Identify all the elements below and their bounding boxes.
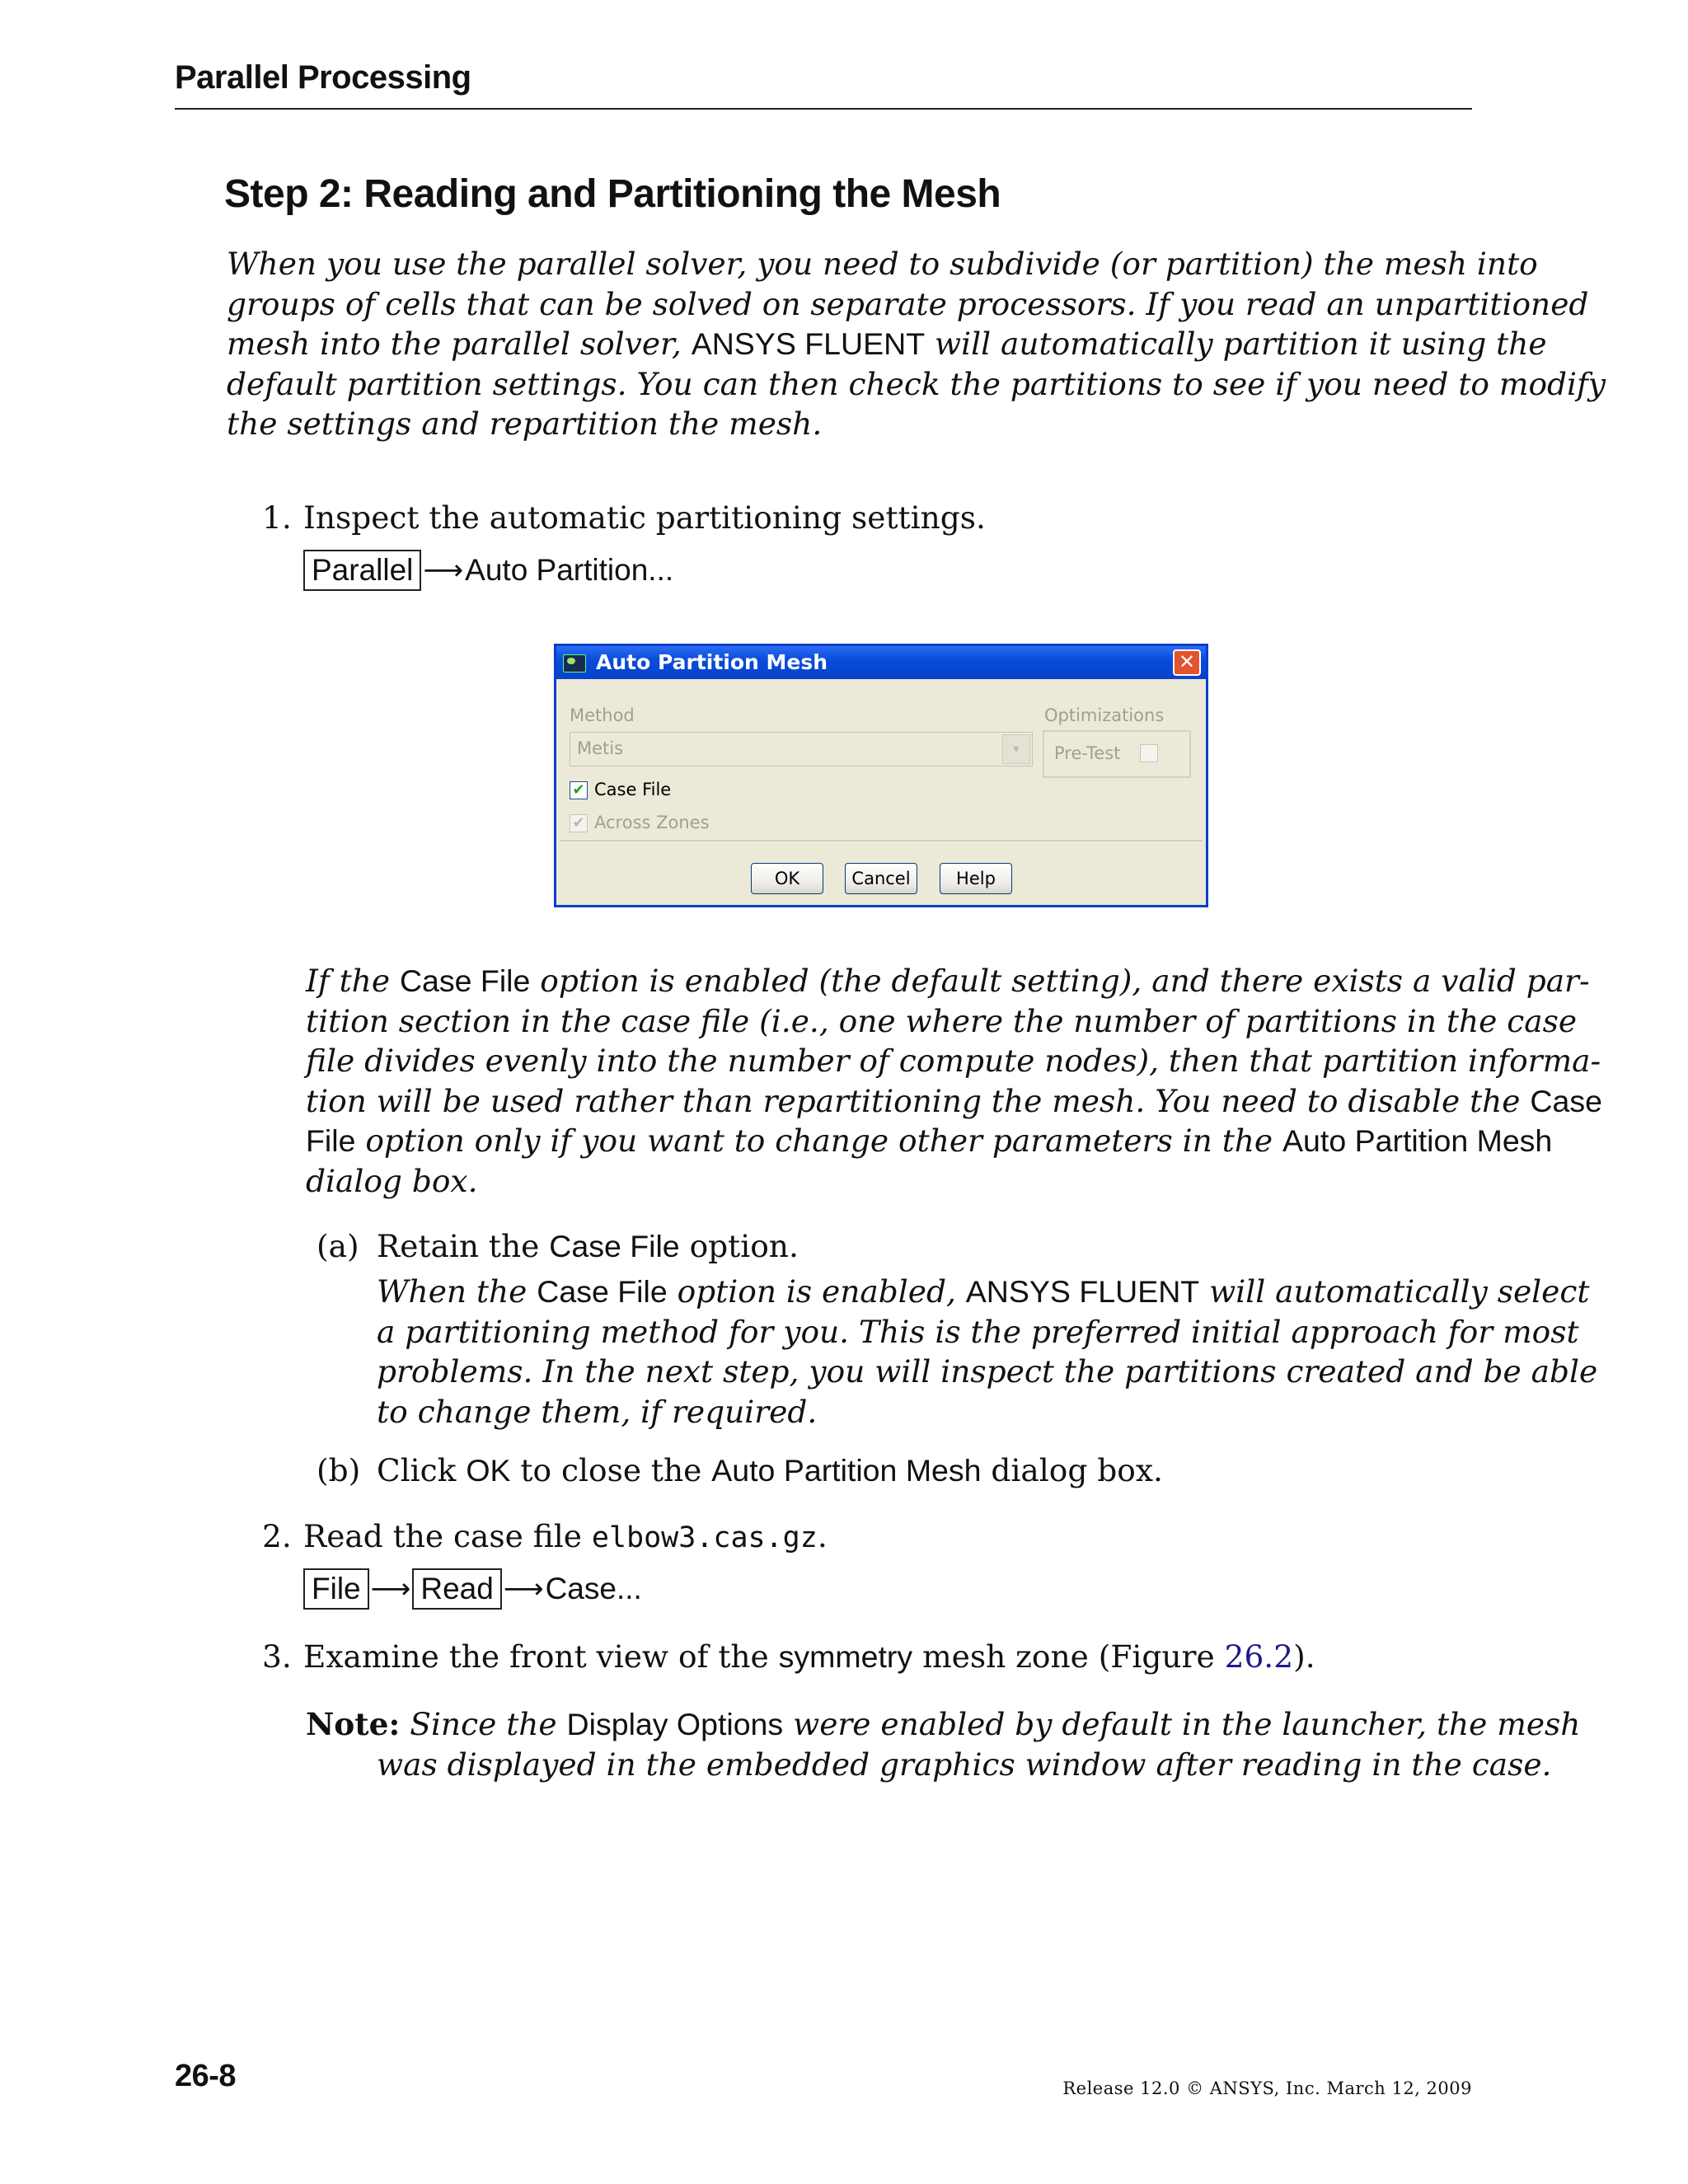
menu-command-case: Case... (545, 1572, 642, 1605)
text-run: groups of cells that can be solved on separate processors. If you read an unpartitioned (227, 285, 1589, 322)
intro-line (227, 284, 1589, 325)
paragraph-line (306, 1704, 1581, 1745)
section-heading: Step 2: Reading and Partitioning the Mesh (224, 172, 1001, 216)
paragraph-line (306, 1001, 1578, 1042)
text-run: . (817, 1518, 828, 1554)
text-run: Examine the front view of the (303, 1638, 779, 1675)
paragraph-line (306, 1745, 1552, 1785)
text-run: option only if you want to change other parameters in the (355, 1122, 1283, 1159)
paragraph-line (377, 1312, 1579, 1352)
method-dropdown[interactable] (570, 732, 1033, 766)
step-1-number: 1. (262, 499, 292, 536)
ui-term: File (306, 1123, 356, 1158)
sub-step-a-text (377, 1228, 799, 1264)
header-rule (175, 108, 1472, 110)
text-run: dialog box. (306, 1162, 478, 1199)
menu-item-file: File (303, 1568, 369, 1610)
step-3-text (303, 1638, 1315, 1675)
paragraph-line (306, 1121, 1553, 1161)
text-run: When the (377, 1273, 537, 1310)
menu-path-file-read (303, 1568, 642, 1610)
paragraph-line (306, 1081, 1602, 1122)
note-paragraph (306, 1704, 1581, 1784)
text-run: If the (306, 963, 400, 999)
menu-item-read: Read (412, 1568, 501, 1610)
note-label: Note: (306, 1706, 401, 1742)
product-name: ANSYS FLUENT (691, 326, 926, 361)
pretest-label: Pre-Test (1054, 743, 1121, 763)
running-header: Parallel Processing (175, 59, 471, 96)
text-run: will automatically select (1199, 1273, 1590, 1310)
paragraph-line (306, 1161, 1471, 1202)
method-value: Metis (577, 738, 624, 758)
sub-step-b-text (377, 1452, 1163, 1488)
ui-term: Auto Partition Mesh (711, 1453, 982, 1488)
across-zones-label: Across Zones (594, 813, 710, 832)
step-1-text: Inspect the automatic partitioning settings. (303, 499, 986, 536)
text-run: Retain the (377, 1228, 550, 1264)
intro-line (227, 404, 1471, 444)
ui-term: Auto Partition Mesh (1282, 1123, 1553, 1158)
dialog-title: Auto Partition Mesh (596, 650, 828, 674)
optimizations-group (1043, 730, 1191, 778)
cancel-button[interactable]: Cancel (845, 863, 917, 894)
ui-term: Case File (399, 963, 531, 998)
ok-button[interactable]: OK (751, 863, 823, 894)
product-name: ANSYS FLUENT (965, 1274, 1200, 1309)
sub-step-a-note (377, 1272, 1598, 1432)
text-run: ). (1293, 1638, 1315, 1675)
paragraph-line (377, 1392, 1471, 1432)
intro-line (227, 244, 1538, 284)
copyright-icon: © (1186, 2079, 1204, 2098)
text-run: mesh zone (Figure (912, 1638, 1225, 1675)
text-run: Release 12.0 (1062, 2079, 1187, 2098)
text-run: tion will be used rather than repartitioning the mesh. You need to disable the (306, 1082, 1531, 1119)
step-2-number: 2. (262, 1518, 292, 1554)
ui-term: Case (1530, 1083, 1602, 1118)
fluent-app-icon (563, 654, 586, 673)
close-icon[interactable]: ✕ (1173, 649, 1201, 676)
ui-term: symmetry (778, 1639, 913, 1674)
text-run: to change them, if required. (377, 1393, 818, 1430)
menu-command-auto-partition: Auto Partition... (465, 553, 674, 587)
paragraph-line (306, 961, 1590, 1001)
text-run: Click (377, 1452, 467, 1488)
text-run: Read the case file (303, 1518, 592, 1554)
text-run: were enabled by default in the launcher, the mesh (783, 1706, 1581, 1742)
intro-line (227, 364, 1606, 405)
paragraph-line (377, 1272, 1590, 1312)
chevron-down-icon[interactable]: ▾ (1002, 734, 1030, 764)
text-run: option is enabled, (667, 1273, 966, 1310)
text-run: tition section in the case file (i.e., one where the number of partitions in the case (306, 1002, 1578, 1039)
menu-item-parallel: Parallel (303, 550, 421, 591)
case-file-label: Case File (594, 780, 672, 799)
intro-line (227, 324, 1547, 364)
file-name: elbow3.cas.gz (591, 1521, 818, 1554)
ui-term: OK (466, 1453, 511, 1488)
sub-step-b-label: (b) (316, 1452, 361, 1488)
text-run: mesh into the parallel solver, (227, 326, 692, 362)
ui-term: Case File (549, 1229, 680, 1263)
text-run: dialog box. (981, 1452, 1163, 1488)
sub-step-a-label: (a) (316, 1228, 359, 1264)
text-run: a partitioning method for you. This is the preferred initial approach for most (377, 1313, 1579, 1350)
auto-partition-mesh-dialog (554, 644, 1208, 907)
ui-term: Display Options (566, 1707, 784, 1741)
method-label: Method (570, 705, 635, 725)
across-zones-checkbox[interactable]: ✔ (570, 814, 588, 832)
dialog-separator (560, 841, 1203, 842)
ui-term: Case File (537, 1274, 668, 1309)
arrow-icon: ⟶ (503, 1572, 544, 1605)
menu-path-parallel (303, 550, 673, 591)
text-run: will automatically partition it using the (925, 326, 1547, 362)
pretest-checkbox[interactable] (1140, 744, 1158, 762)
intro-paragraph (227, 244, 1606, 444)
figure-link[interactable]: 26.2 (1224, 1638, 1294, 1675)
text-run: When you use the parallel solver, you need to subdivide (or partition) the mesh into (227, 246, 1538, 282)
text-run: to close the (510, 1452, 712, 1488)
step-2-text (303, 1518, 828, 1554)
case-file-paragraph (306, 961, 1602, 1201)
arrow-icon: ⟶ (423, 554, 464, 587)
text-run: file divides evenly into the number of compute nodes), then that partition informa- (306, 1043, 1601, 1079)
text-run: option is enabled (the default setting), and there exists a valid par- (530, 963, 1590, 999)
text-run: the settings and repartition the mesh. (227, 405, 823, 442)
dialog-titlebar[interactable] (556, 646, 1206, 679)
optimizations-label: Optimizations (1044, 705, 1165, 725)
text-run: default partition settings. You can then check the partitions to see if you need to modify (227, 365, 1606, 402)
text-run: problems. In the next step, you will inspect the partitions created and be able (377, 1353, 1598, 1390)
paragraph-line (377, 1352, 1598, 1392)
paragraph-line (306, 1041, 1601, 1081)
help-button[interactable]: Help (940, 863, 1012, 894)
text-run: option. (679, 1228, 799, 1264)
text-run: ANSYS, Inc. March 12, 2009 (1203, 2079, 1472, 2098)
text-run: Since the (400, 1706, 567, 1742)
step-3-number: 3. (262, 1638, 292, 1675)
text-run: was displayed in the embedded graphics window after reading in the case. (377, 1746, 1552, 1783)
case-file-checkbox[interactable]: ✔ (570, 781, 588, 799)
release-info (1062, 2079, 1472, 2098)
page-number: 26-8 (175, 2059, 237, 2093)
arrow-icon: ⟶ (370, 1572, 411, 1605)
